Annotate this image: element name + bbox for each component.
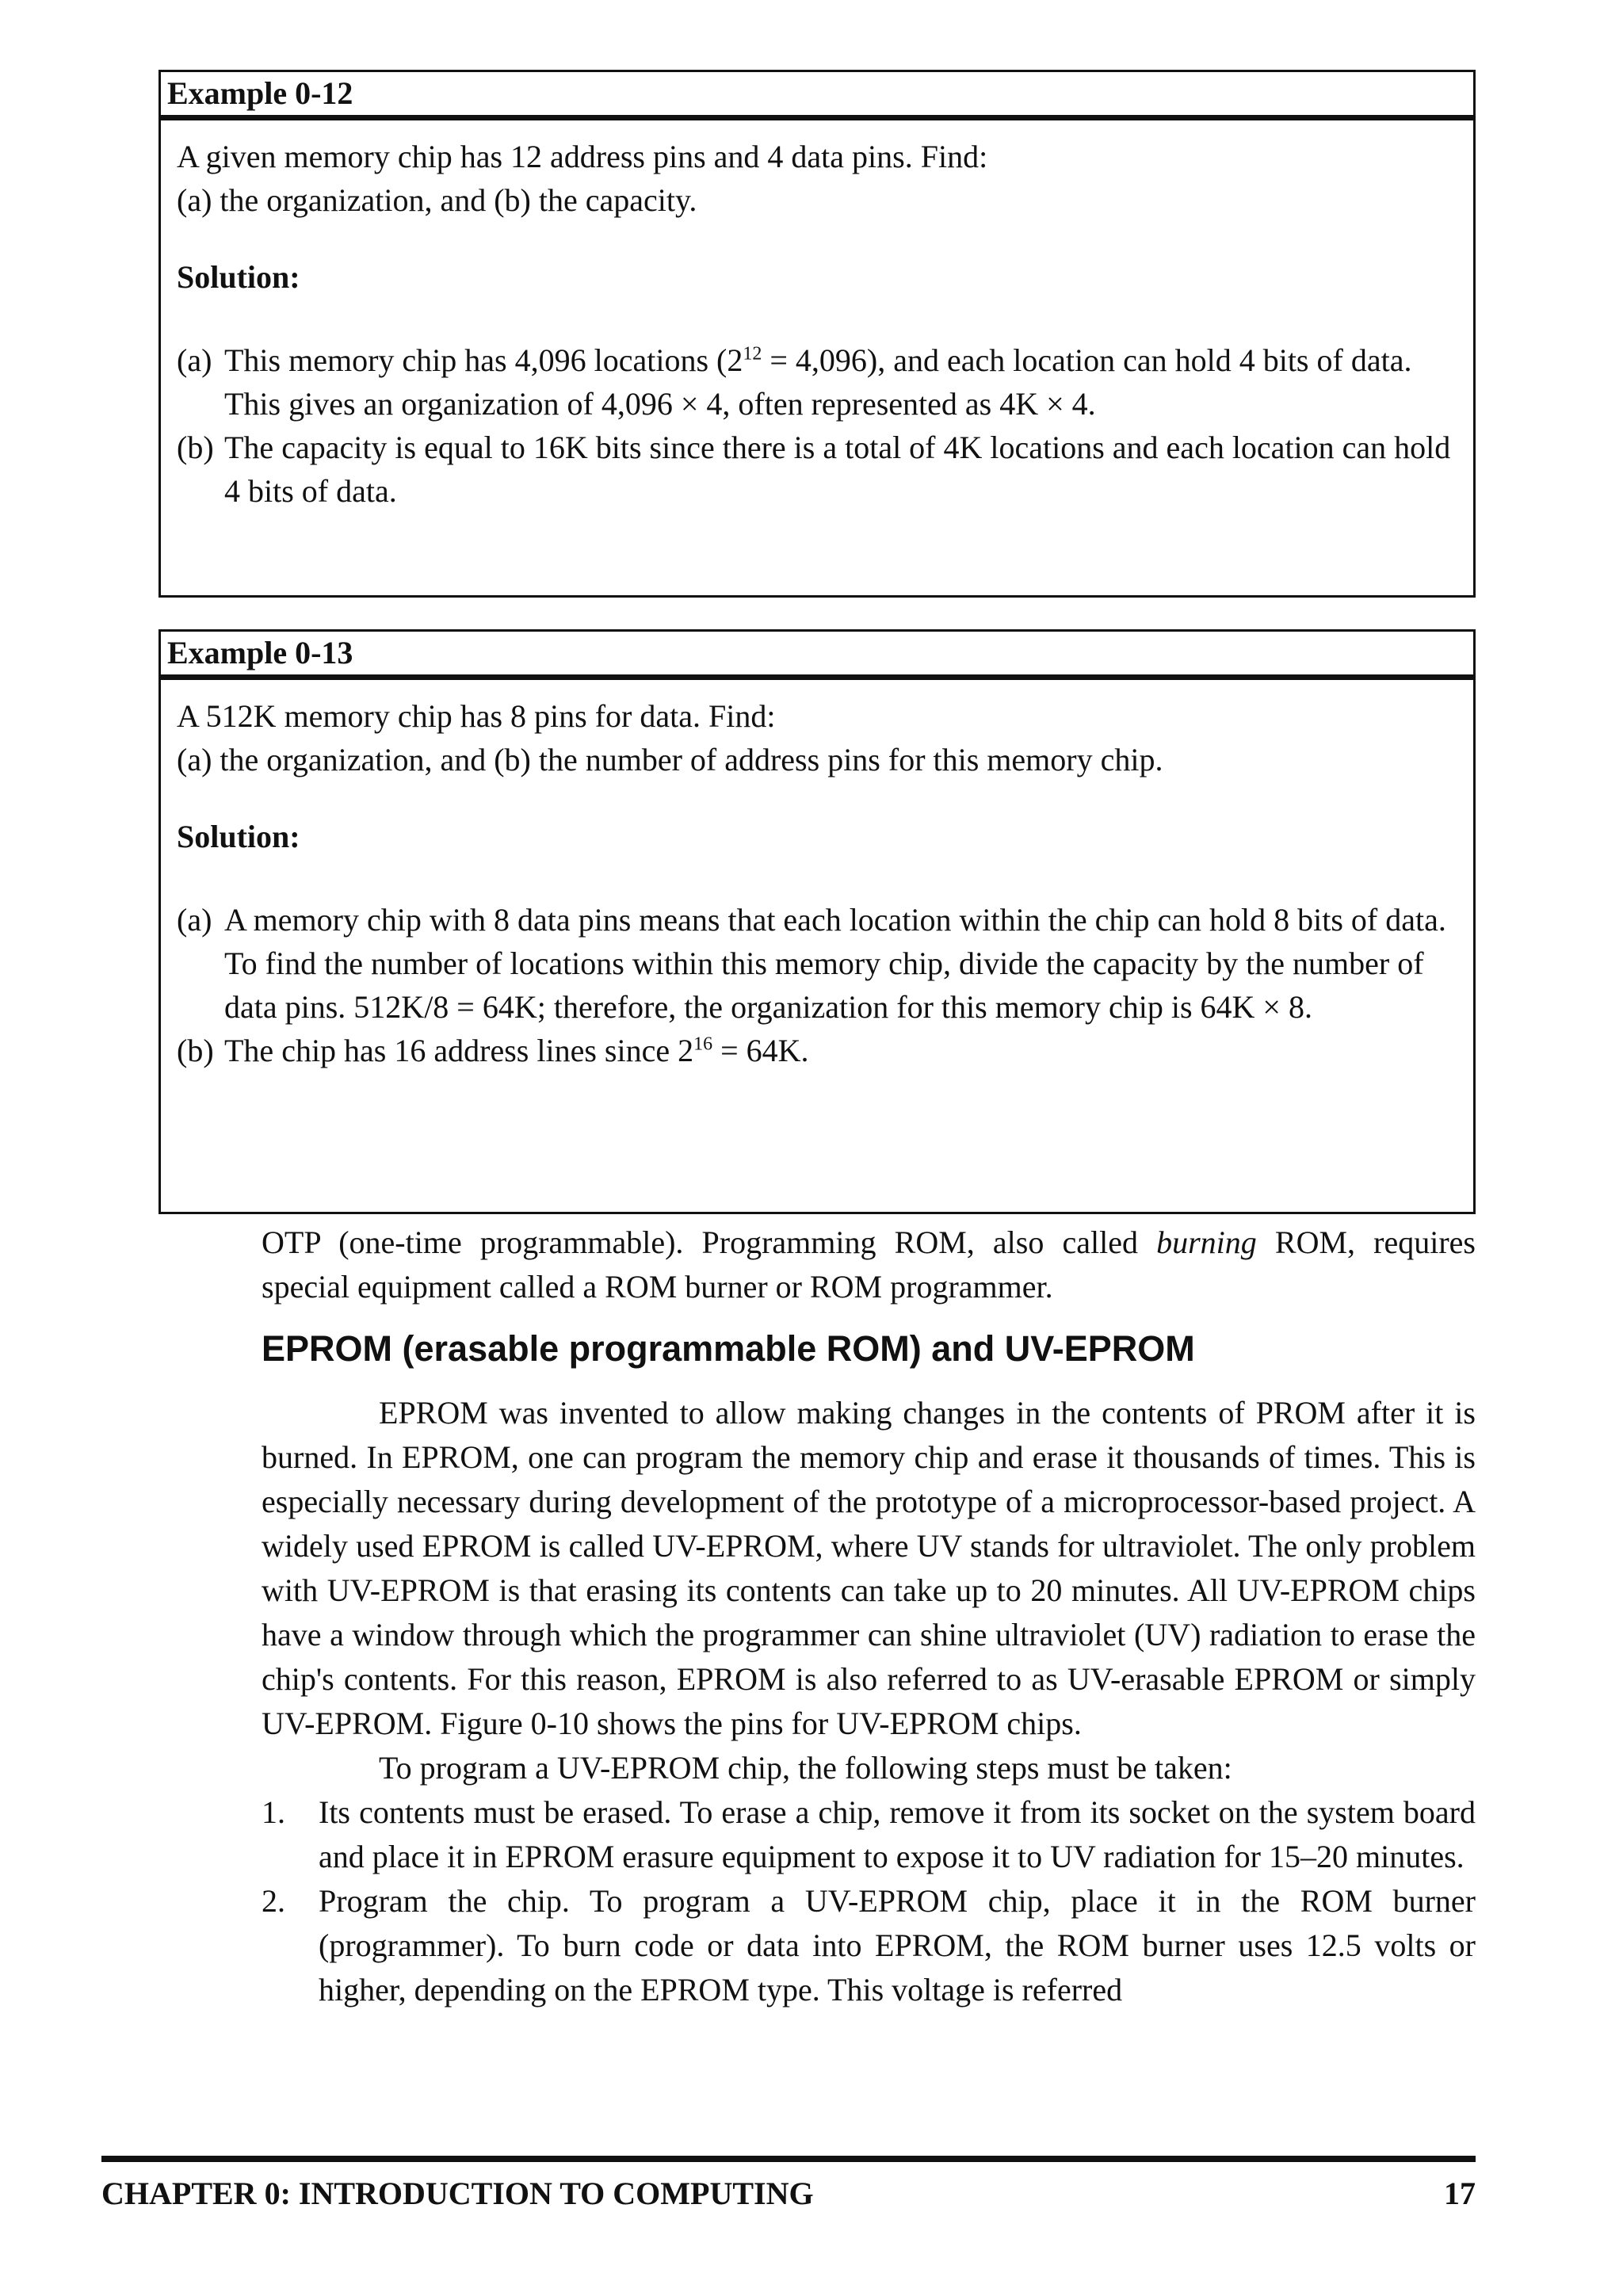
problem-line: A given memory chip has 12 address pins and 4 data pins. Find: (177, 139, 988, 174)
steps-intro: To program a UV-EPROM chip, the following steps must be taken: (379, 1750, 1232, 1786)
section-heading: EPROM (erasable programmable ROM) and UV-EPROM (262, 1328, 1195, 1369)
solution-label: Solution: (177, 259, 300, 295)
item-label: (a) (177, 342, 212, 378)
item-label: (b) (177, 1033, 214, 1068)
example-0-12-box (158, 70, 1476, 598)
solution-item-a (177, 898, 1465, 1029)
example-0-13-box (158, 629, 1476, 1214)
problem-line: (a) the organization, and (b) the capacity. (177, 182, 697, 218)
example-title: Example 0-13 (161, 632, 1473, 680)
solution-label: Solution: (177, 819, 300, 854)
item-text: The chip has 16 address lines since $2^{16} = 64K$. (224, 1033, 809, 1068)
solution-item-b (177, 1029, 1465, 1072)
solution-item-a (177, 338, 1465, 426)
steps-list (262, 1790, 1476, 2012)
problem-line: A 512K memory chip has 8 pins for data. Find: (177, 698, 776, 734)
problem-line: (a) the organization, and (b) the number of address pins for this memory chip. (177, 742, 1163, 777)
item-text: A memory chip with 8 data pins means that each location within the chip can hold 8 bits of data. To find the number of locations within this memory chip, divide the capacity by the number of data pins. 512K/8 = 64K; therefore, the organization for this memory chip is 64K × 8. (224, 902, 1446, 1025)
item-text: The capacity is equal to 16K bits since there is a total of 4K locations and each location can hold 4 bits of data. (224, 430, 1451, 509)
example-title: Example 0-12 (161, 72, 1473, 120)
list-item: 1. Its contents must be erased. To erase a chip, remove it from its socket on the system board and place it in EPROM erasure equipment to expose it to UV radiation for 15–20 minutes. (262, 1794, 1476, 1874)
eprom-body (262, 1391, 1476, 2012)
otp-paragraph: OTP (one-time programmable). Programming ROM, also called burning ROM, requires special equipment called a ROM burner or ROM programmer. (262, 1224, 1476, 1305)
page-number: 17 (1444, 2176, 1476, 2211)
eprom-paragraph: EPROM was invented to allow making changes in the contents of PROM after it is burned. In EPROM, one can program the memory chip and erase it thousands of times. This is especially necessary during development of the prototype of a microprocessor-based project. A widely used EPROM is called UV-EPROM, where UV stands for ultraviolet. The only problem with UV-EPROM is that erasing its contents can take up to 20 minutes. All UV-EPROM chips have a window through which the programmer can shine ultraviolet (UV) radiation to erase the chip's contents. For this reason, EPROM is also referred to as UV-erasable EPROM or simply UV-EPROM. Figure 0-10 shows the pins for UV-EPROM chips. (262, 1395, 1476, 1741)
example-body (161, 120, 1473, 513)
footer-chapter-title: CHAPTER 0: INTRODUCTION TO COMPUTING (101, 2176, 814, 2211)
footer-rule (101, 2156, 1476, 2162)
solution-item-b (177, 426, 1465, 513)
list-item: 2. Program the chip. To program a UV-EPROM chip, place it in the ROM burner (programmer). To burn code or data into EPROM, the ROM burner uses 12.5 volts or higher, depending on the EPROM type. This voltage is referred (262, 1883, 1476, 2008)
example-body (161, 680, 1473, 1072)
item-label: (b) (177, 430, 214, 465)
item-text: This memory chip has 4,096 locations $(2^{12} = 4,096)$, and each location can hold 4 bits of data. This gives an organization of 4,096 × 4, often represented as 4K × 4. (224, 342, 1412, 422)
item-label: (a) (177, 902, 212, 938)
